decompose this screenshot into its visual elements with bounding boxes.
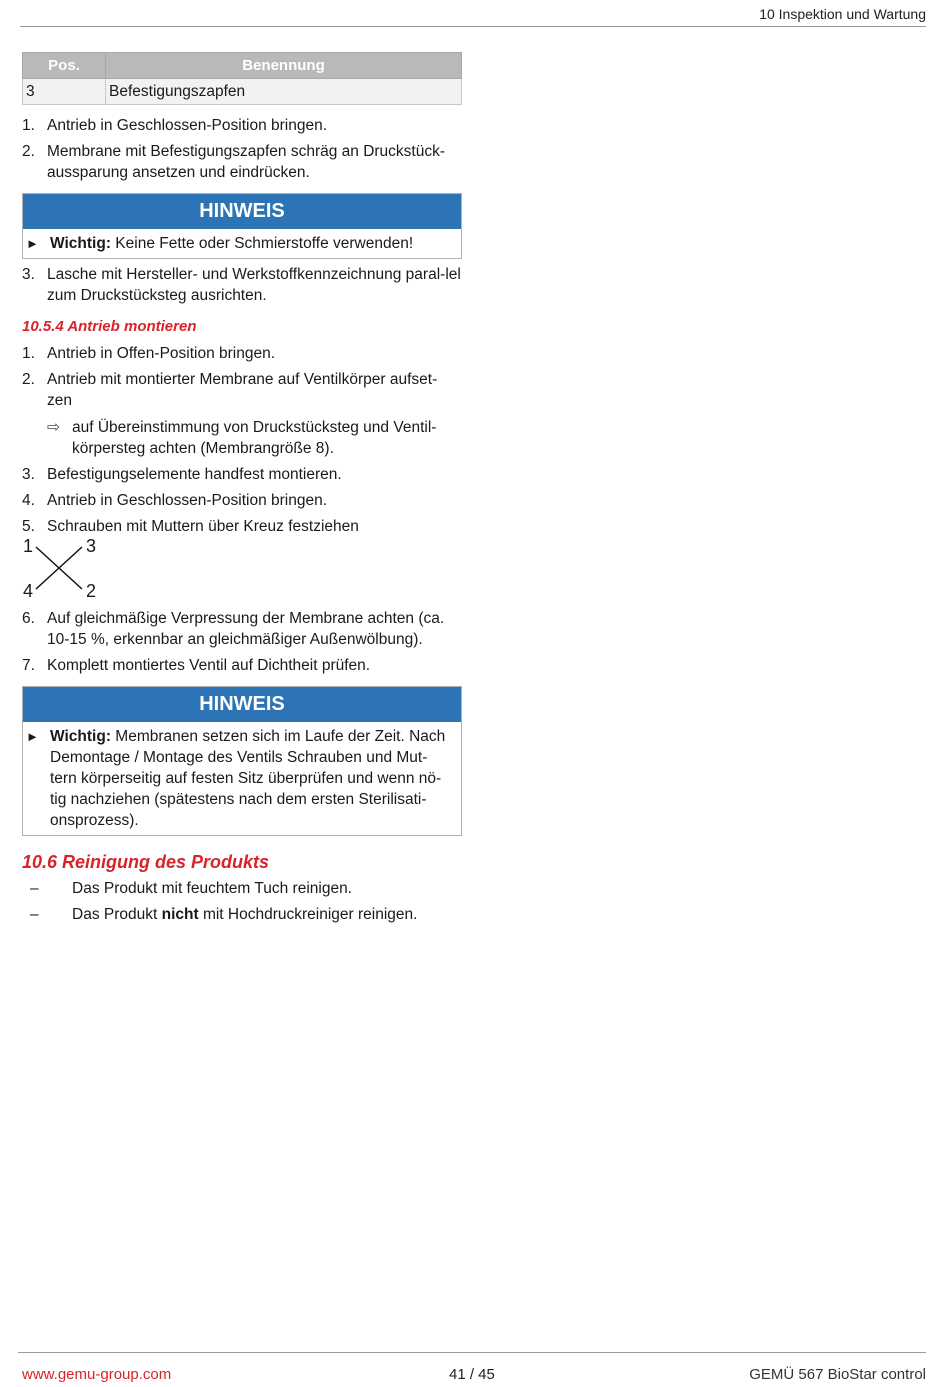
step-number: 1.: [22, 117, 35, 134]
parts-table: [22, 52, 462, 105]
main-content: [22, 52, 462, 925]
notice-label: Wichtig:: [50, 235, 111, 252]
bolt-label-3: 3: [86, 536, 97, 556]
step-text: Lasche mit Hersteller- und Werkstoffkennzeichnung paral-lel zum Druckstücksteg ausrichten.: [47, 266, 461, 304]
notice-heading: HINWEIS: [23, 194, 461, 229]
step-number: 6.: [22, 610, 35, 627]
page-number: 41 / 45: [449, 1366, 495, 1383]
notice-heading: HINWEIS: [23, 687, 461, 722]
triangle-bullet-icon: ►: [26, 236, 39, 251]
column-header-name: Benennung: [106, 53, 462, 79]
step-text: Antrieb mit montierter Membrane auf Ventilkörper aufset-zen: [47, 371, 438, 409]
website-link[interactable]: www.gemu-group.com: [22, 1366, 172, 1383]
triangle-bullet-icon: ►: [26, 729, 39, 744]
notice-text: Membranen setzen sich im Laufe der Zeit. Nach Demontage / Montage des Ventils Schrauben und Mut-tern körperseitig auf festen Sitz überprüfen und wenn nö-tig nachziehen (spätestens nach dem ersten Sterilisati-onsprozess).: [50, 728, 446, 829]
result-item: [22, 417, 462, 459]
notice-body: [23, 722, 461, 835]
step-text: Antrieb in Offen-Position bringen.: [47, 345, 276, 362]
step-number: 7.: [22, 657, 35, 674]
bolt-label-4: 4: [23, 581, 34, 601]
step-text: Antrieb in Geschlossen-Position bringen.: [47, 117, 328, 134]
step-number: 3.: [22, 266, 35, 283]
table-row: [23, 79, 462, 105]
step-number: 2.: [22, 143, 35, 160]
bolt-label-1: 1: [23, 536, 34, 556]
step-text: Antrieb in Geschlossen-Position bringen.: [47, 492, 328, 509]
list-item: [22, 141, 462, 183]
product-name: GEMÜ 567 BioStar control: [749, 1366, 926, 1383]
step-text: Komplett montiertes Ventil auf Dichtheit prüfen.: [47, 657, 371, 674]
notice-box: [22, 193, 462, 259]
list-item: [22, 343, 462, 364]
page-footer: [18, 1352, 926, 1387]
item-text: Das Produkt mit feuchtem Tuch reinigen.: [72, 880, 352, 897]
chapter-title: 10 Inspektion und Wartung: [759, 6, 926, 22]
notice-label: Wichtig:: [50, 728, 111, 745]
dash-bullet: –: [30, 880, 39, 897]
step-number: 3.: [22, 466, 35, 483]
table-header-row: [23, 53, 462, 79]
step-number: 4.: [22, 492, 35, 509]
column-header-pos: Pos.: [23, 53, 106, 79]
list-item: [22, 369, 462, 411]
list-item: [22, 904, 462, 925]
item-text-end: mit Hochdruckreiniger reinigen.: [198, 906, 418, 923]
notice-box: [22, 686, 462, 836]
step-number: 2.: [22, 371, 35, 388]
dash-bullet: –: [30, 906, 39, 923]
cell-pos: 3: [23, 79, 106, 105]
list-item: [22, 655, 462, 676]
section-heading-10-5-4: 10.5.4 Antrieb montieren: [22, 318, 197, 335]
step-text: Membrane mit Befestigungszapfen schräg an Druckstück-aussparung ansetzen und eindrücken.: [47, 143, 446, 181]
step-text: Auf gleichmäßige Verpressung der Membrane achten (ca. 10-15 %, erkennbar an gleichmäßiger Außenwölbung).: [47, 610, 445, 648]
page-header: [20, 4, 926, 27]
tightening-order-diagram: [22, 536, 142, 603]
section-heading-10-6: 10.6 Reinigung des Produkts: [22, 852, 270, 872]
step-text: Schrauben mit Muttern über Kreuz festziehen: [47, 518, 359, 535]
steps-list-d: [22, 608, 462, 676]
result-text: auf Übereinstimmung von Druckstücksteg und Ventil-körpersteg achten (Membrangröße 8).: [72, 419, 437, 457]
list-item: [22, 264, 462, 306]
list-item: [22, 878, 462, 899]
item-text: Das Produkt: [72, 906, 162, 923]
cleaning-list: [22, 878, 462, 925]
steps-list-c: [22, 464, 462, 537]
list-item: [22, 115, 462, 136]
list-item: [22, 608, 462, 650]
notice-body: [23, 229, 461, 258]
steps-list-b: [22, 343, 462, 411]
result-arrow-icon: ⇨: [47, 419, 60, 436]
steps-list-a: [22, 115, 462, 183]
list-item: [22, 490, 462, 511]
notice-text: Keine Fette oder Schmierstoffe verwenden!: [111, 235, 414, 252]
steps-list-a2: [22, 264, 462, 306]
step-number: 5.: [22, 518, 35, 535]
cell-name: Befestigungszapfen: [106, 79, 462, 105]
list-item: [22, 464, 462, 485]
step-number: 1.: [22, 345, 35, 362]
list-item: [22, 516, 462, 537]
bolt-label-2: 2: [86, 581, 97, 601]
item-emphasis: nicht: [161, 906, 199, 923]
step-text: Befestigungselemente handfest montieren.: [47, 466, 342, 483]
cross-lines-icon: [22, 539, 142, 603]
